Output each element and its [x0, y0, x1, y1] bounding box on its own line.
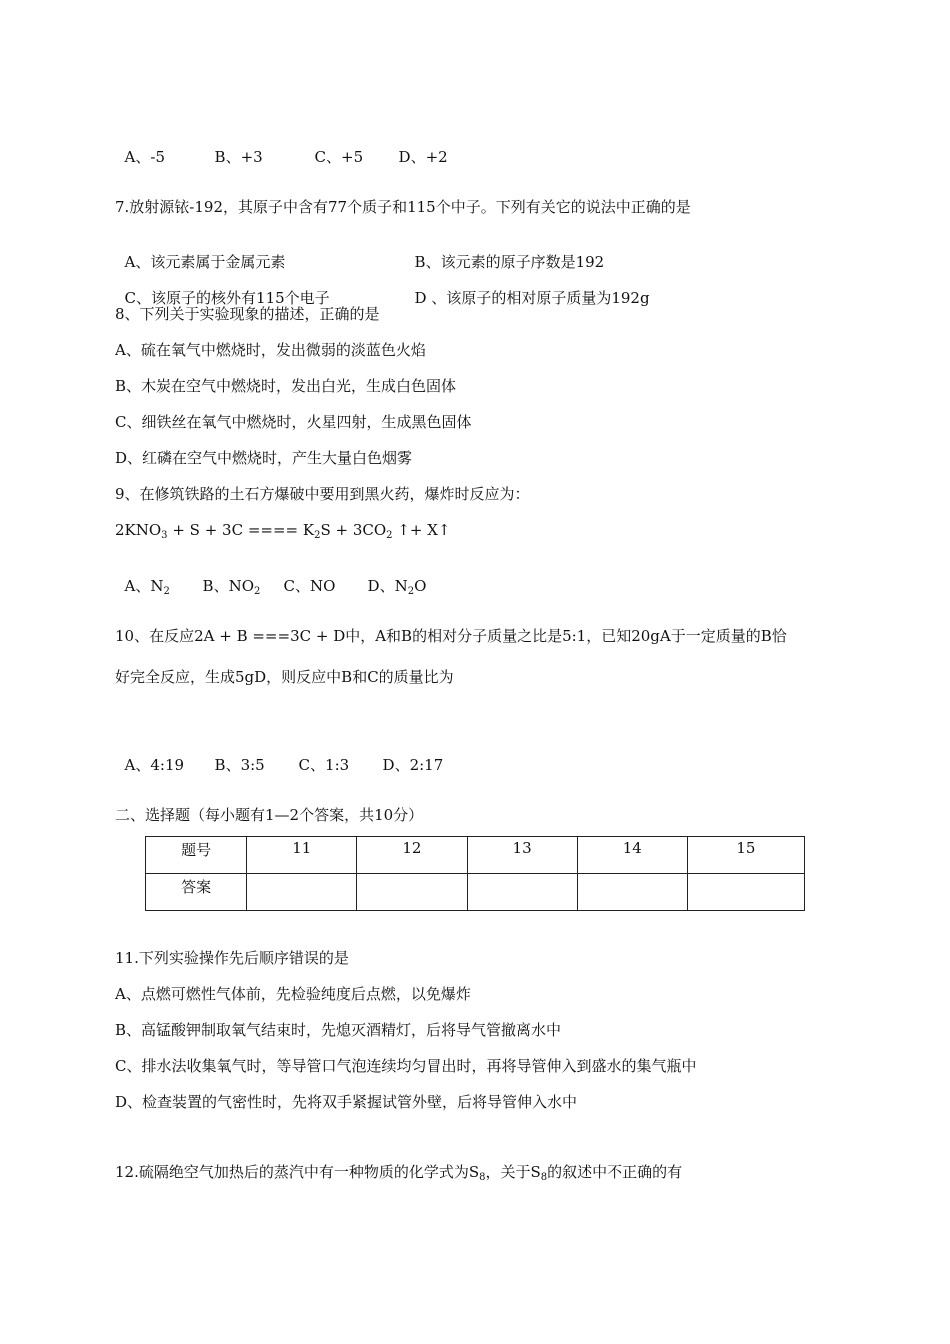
q6-option-a: A、-5 [124, 148, 165, 166]
q9-equation [115, 520, 450, 540]
q8-option-c: C、细铁丝在氧气中燃烧时，火星四射，生成黑色固体 [115, 413, 472, 431]
q10-option-a: A、4:19 [124, 756, 185, 774]
q12-text: 的叙述中不正确的有 [547, 1163, 683, 1181]
q12-sub: 8 [540, 1172, 548, 1183]
formula-sub: 2 [163, 586, 170, 597]
q7-options-row2 [115, 268, 650, 308]
q10-stem-line2: 好完全反应，生成5gD，则反应中B和C的质量比为 [115, 668, 454, 686]
q12-text: 12.硫隔绝空气加热后的蒸汽中有一种物质的化学式为S [115, 1163, 480, 1181]
eq-part: S + 3CO [320, 521, 387, 539]
q10-option-c: C、1:3 [298, 756, 350, 774]
q7-option-d: D 、该原子的相对原子质量为192g [414, 289, 650, 307]
q9-option-a [125, 576, 203, 596]
eq-part: + S + 3C ==== K [167, 521, 315, 539]
q7-options-row1 [115, 232, 604, 272]
q8-option-a: A、硫在氧气中燃烧时，发出微弱的淡蓝色火焰 [115, 341, 426, 359]
q9-options [115, 556, 426, 596]
table-number-14: 14 [577, 837, 687, 874]
q8-option-d: D、红磷在空气中燃烧时，产生大量白色烟雾 [115, 449, 413, 467]
q7-option-a: A、该元素属于金属元素 [124, 253, 286, 271]
q11-option-d: D、检查装置的气密性时，先将双手紧握试管外壁，后将导管伸入水中 [115, 1093, 578, 1111]
answer-cell-12[interactable] [357, 874, 467, 911]
q6-options [115, 127, 448, 167]
q8-option-b: B、木炭在空气中燃烧时，发出白光，生成白色固体 [115, 377, 457, 395]
answer-table [145, 836, 805, 911]
table-number-15: 15 [687, 837, 804, 874]
q11-option-a: A、点燃可燃性气体前，先检验纯度后点燃，以免爆炸 [115, 985, 471, 1003]
q11-stem: 11.下列实验操作先后顺序错误的是 [115, 949, 349, 967]
formula-text: O [414, 577, 427, 595]
q12-text: ，关于S [485, 1163, 541, 1181]
q6-option-c: C、+5 [314, 148, 364, 166]
table-row [146, 874, 805, 911]
table-number-13: 13 [467, 837, 577, 874]
formula-sub: 2 [254, 586, 261, 597]
eq-sub: 3 [161, 530, 168, 541]
formula-text: B、NO [202, 577, 254, 595]
section-2-title: 二、选择题（每小题有1—2个答案，共10分） [115, 806, 424, 824]
table-header-label: 题号 [146, 837, 247, 874]
answer-cell-14[interactable] [577, 874, 687, 911]
q6-option-b: B、+3 [214, 148, 263, 166]
q9-option-d [368, 576, 427, 596]
q12-sub: 8 [479, 1172, 486, 1183]
q10-stem-line1: 10、在反应2A + B ===3C + D中，A和B的相对分子质量之比是5:1，已知20gA于一定质量的B恰 [115, 627, 787, 645]
q9-stem: 9、在修筑铁路的土石方爆破中要用到黑火药，爆炸时反应为： [115, 485, 530, 503]
eq-part: ↑+ X↑ [392, 521, 451, 539]
answer-cell-15[interactable] [687, 874, 804, 911]
q10-options [115, 735, 443, 775]
eq-sub: 2 [386, 530, 393, 541]
q8-stem: 8、下列关于实验现象的描述，正确的是 [115, 305, 380, 323]
q7-option-b: B、该元素的原子序数是192 [414, 253, 605, 271]
q9-option-b [203, 576, 284, 596]
table-answer-label: 答案 [146, 874, 247, 911]
formula-sub: 2 [407, 586, 415, 597]
eq-sub: 2 [314, 530, 321, 541]
q10-option-d: D、2:17 [382, 756, 444, 774]
formula-text: A、N [124, 577, 164, 595]
table-number-11: 11 [247, 837, 357, 874]
table-row [146, 837, 805, 874]
q11-option-c: C、排水法收集氧气时，等导管口气泡连续均匀冒出时，再将导管伸入到盛水的集气瓶中 [115, 1057, 697, 1075]
answer-cell-11[interactable] [247, 874, 357, 911]
q11-option-b: B、高锰酸钾制取氧气结束时，先熄灭酒精灯，后将导气管撤离水中 [115, 1021, 562, 1039]
q6-option-d: D、+2 [398, 148, 448, 166]
table-number-12: 12 [357, 837, 467, 874]
q7-option-c: C、该原子的核外有115个电子 [124, 289, 330, 307]
q12-stem [115, 1162, 682, 1182]
answer-cell-13[interactable] [467, 874, 577, 911]
q7-stem: 7.放射源铱-192，其原子中含有77个质子和115个中子。下列有关它的说法中正确的是 [115, 198, 691, 216]
eq-part: 2KNO [115, 521, 162, 539]
formula-text: D、N [367, 577, 408, 595]
q9-option-c: C、NO [283, 577, 336, 595]
q10-option-b: B、3:5 [214, 756, 265, 774]
